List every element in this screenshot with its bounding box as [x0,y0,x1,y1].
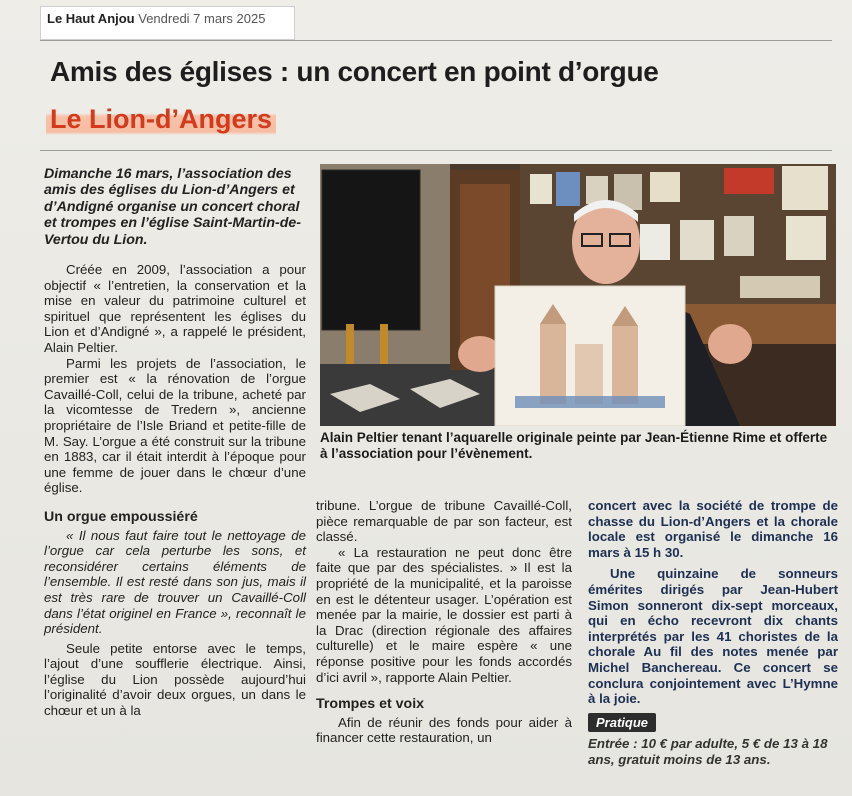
column-2 [316,498,572,746]
photo-caption: Alain Peltier tenant l’aquarelle originale peinte par Jean-Étienne Rime et offerte à l’association pour l’évènement. [320,430,828,461]
newspaper-header [40,6,295,40]
article-lead: Dimanche 16 mars, l’association des amis des églises du Lion-d’Angers et d’Andigné organise un concert choral et trompes en l’église Saint-Martin-de-Vertou du Lion. [44,166,301,248]
column-1 [44,166,306,719]
headline-divider [40,150,832,151]
pratique-badge: Pratique [588,713,656,733]
article-location: Le Lion-d’Angers [46,104,276,135]
paragraph: tribune. L’orgue de tribune Cavaillé-Coll, pièce remarquable de par son facteur, est classé. [316,498,572,545]
pratique-text: Entrée : 10 € par adulte, 5 € de 13 à 18 ans, gratuit moins de 13 ans. [588,736,828,767]
column-3 [588,498,838,768]
photo-illustration [320,164,836,426]
paragraph: Une quinzaine de sonneurs émérites dirigés par Jean-Hubert Simon sonneront dix-sept morceaux, qui en écho recevront dix chants interprétés par les 41 choristes de la chorale Au fil des notes menée par Michel Banchereau. Ce concert se conclura conjointement avec L’Hymne à la joie. [588,566,838,707]
paragraph: Afin de réunir des fonds pour aider à financer cette restauration, un [316,714,572,746]
top-divider [40,40,832,41]
paragraph: Créée en 2009, l’association a pour objectif « l’entretien, la conservation et la mise en valeur du patrimoine culturel et spirituel que représentent les églises du Lion et d’Andigné », a rappelé le président, Alain Peltier. [44,262,306,355]
article-photo [320,164,836,426]
newspaper-name: Le Haut Anjou [47,11,135,26]
paragraph: concert avec la société de trompe de chasse du Lion-d’Angers et la chorale locale est organisé le dimanche 16 mars à 15 h 30. [588,498,838,560]
issue-date: Vendredi 7 mars 2025 [138,11,266,26]
paragraph: « Il nous faut faire tout le nettoyage de l’orgue car cela perturbe les sons, et reconsidérer certains éléments de l’ensemble. Il est resté dans son jus, mais il est très rare de trouver un Cavaillé-Coll dans l’état originel en France », reconnaît le président. [44,527,306,637]
paragraph: Parmi les projets de l’association, le premier est « la rénovation de l’orgue Cavaillé-Coll, celui de la tribune, acheté par la vicomtesse de Tredern », ancienne propriétaire de l’Isle Briand et petite-fille de M. Say. L’orgue a été construit sur la tribune en 1883, car il était interdit à l’époque pour une femme de jouer dans le chœur d’une église. [44,355,306,496]
paragraph: Seule petite entorse avec le temps, l’ajout d’une soufflerie électrique. Ainsi, l’église du Lion possède aujourd’hui l’originalité d’avoir deux orgues, un dans le chœur et un à la [44,640,306,719]
paragraph: « La restauration ne peut donc être faite que par des spécialistes. » Il est la propriété de la municipalité, et la paroisse en est le détenteur usager. L’opération est menée par la mairie, le dossier est parti à la Drac (direction régionale des affaires culturelle) et le maire espère « une réponse positive pour les fonds accordés d’ici avril », rapporte Alain Peltier. [316,544,572,685]
subheading: Trompes et voix [316,696,425,713]
article-headline: Amis des églises : un concert en point d’orgue [50,56,659,87]
subheading: Un orgue empoussiéré [44,508,198,525]
